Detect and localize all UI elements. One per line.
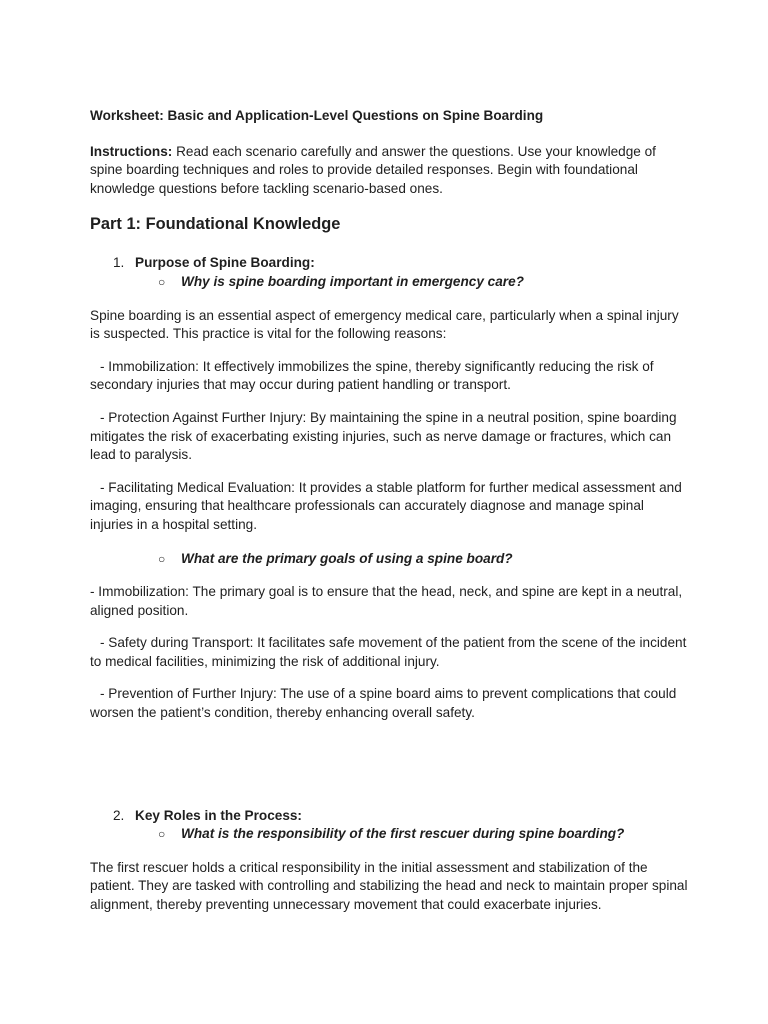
item-number: 1. [113, 255, 125, 271]
part1-heading: Part 1: Foundational Knowledge [90, 215, 341, 234]
document-body [90, 107, 690, 915]
question-text: Why is spine boarding important in emergency care? [181, 273, 524, 289]
numbered-item-1 [90, 254, 690, 273]
instructions-label: Instructions: [90, 143, 173, 159]
hollow-circle-bullet-icon: ○ [158, 827, 166, 842]
answer-point: - Prevention of Further Injury: The use of a spine board aims to prevent complications that could worsen the patient’s condition, thereby enhancing overall safety. [90, 686, 677, 721]
item-title: Key Roles in the Process: [135, 807, 302, 823]
question-text: What is the responsibility of the first rescuer during spine boarding? [181, 826, 625, 842]
answer-point: - Immobilization: It effectively immobilizes the spine, thereby significantly reducing the risk of secondary injuries that may occur during patient handling or transport. [90, 358, 654, 393]
answer-paragraph: The first rescuer holds a critical responsibility in the initial assessment and stabilization of the patient. They are tasked with controlling and stabilizing the head and neck to maintain proper spinal alignment, thereby preventing unnecessary movement that could exacerbate injuries. [90, 859, 688, 913]
question-bullet [90, 273, 690, 292]
answer-point: - Protection Against Further Injury: By maintaining the spine in a neutral position, spine boarding mitigates the risk of exacerbating existing injuries, such as nerve damage or fractures, which can lead to paralysis. [90, 409, 677, 463]
question-bullet [90, 550, 690, 569]
numbered-item-2 [90, 807, 690, 826]
item-number: 2. [113, 807, 125, 823]
instructions-text: Read each scenario carefully and answer the questions. Use your knowledge of spine boarding techniques and roles to provide detailed responses. Begin with foundational knowledge questions before tackling scenario-based ones. [90, 143, 656, 196]
answer-point: - Safety during Transport: It facilitates safe movement of the patient from the scene of the incident to medical facilities, minimizing the risk of additional injury. [90, 635, 687, 669]
item-title: Purpose of Spine Boarding: [135, 255, 315, 271]
worksheet-title: Worksheet: Basic and Application-Level Questions on Spine Boarding [90, 108, 544, 123]
answer-intro: Spine boarding is an essential aspect of emergency medical care, particularly when a spinal injury is suspected. This practice is vital for the following reasons: [90, 307, 679, 342]
hollow-circle-bullet-icon: ○ [158, 551, 166, 566]
question-bullet [90, 825, 690, 844]
answer-point: - Immobilization: The primary goal is to ensure that the head, neck, and spine are kept in a neutral, aligned position. [90, 584, 683, 618]
instructions-paragraph [90, 143, 690, 199]
answer-point: - Facilitating Medical Evaluation: It provides a stable platform for further medical assessment and imaging, ensuring that healthcare professionals can accurately diagnose and manage spinal injuries in a hospital setting. [90, 479, 682, 532]
hollow-circle-bullet-icon: ○ [158, 274, 166, 289]
question-text: What are the primary goals of using a spine board? [181, 550, 513, 566]
